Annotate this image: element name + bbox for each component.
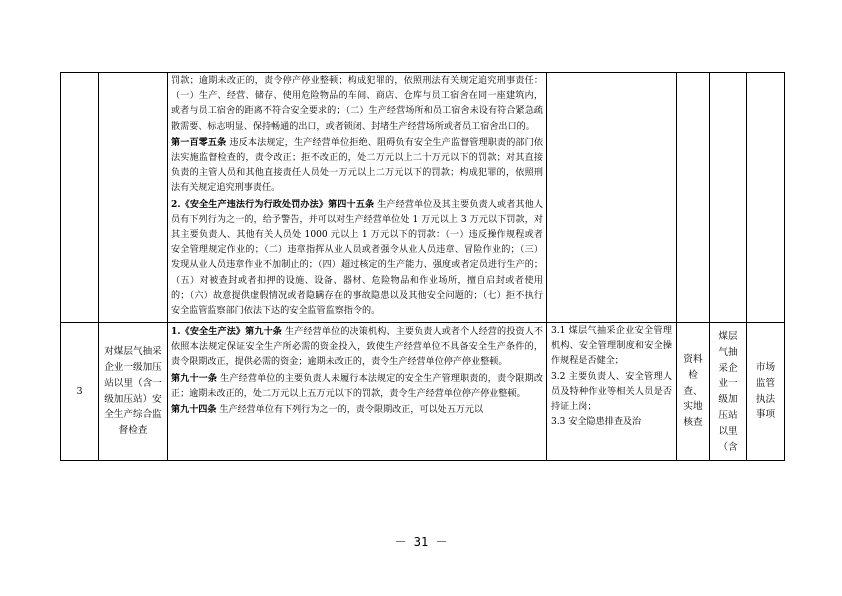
basis-paragraph: 第一百零五条 违反本法规定，生产经营单位拒绝、阻碍负有安全生产监督管理职责的部门依法实施监督检查的，责令改正；拒不改正的，处二万元以上二十万元以下的罚款；对其直接负责的主管人员和其他直接责任人员处一万元以上二万元以下的罚款；构成犯罪的，依照刑法有关规定追究刑事责任。: [171, 136, 543, 194]
page-number: － 31 －: [394, 535, 448, 549]
remark-cell: [747, 73, 785, 323]
table-row: [61, 73, 785, 323]
method-cell: 资料检查、实地核查: [677, 323, 710, 461]
object-cell: 煤层气抽采企业一级加压站以里（含: [710, 323, 747, 461]
basis-paragraph: 第九十一条 生产经营单位的主要负责人未履行本法规定的安全生产管理职责的，责令限期改正；逾期未改正的，处二万元以上五万元以下的罚款，责令生产经营单位停产停业整顿。: [171, 372, 543, 399]
legal-basis-cell: [168, 73, 547, 323]
inspection-table: [60, 72, 785, 461]
legal-basis-cell: [168, 323, 547, 461]
method-cell: [677, 73, 710, 323]
basis-paragraph: 1.《安全生产法》第九十条 生产经营单位的决策机构、主要负责人或者个人经营的投资人不依照本法规定保证安全生产所必需的资金投入，致使生产经营单位不具备安全生产条件的，责令限期改正，提供必需的资金；逾期未改正的，责令生产经营单位停产停业整顿。: [171, 326, 543, 368]
requirements-cell: 3.1 煤层气抽采企业安全管理机构、安全管理制度和安全操作规程是否健全； 3.2 主要负责人、安全管理人员及特种作业等相关人员是否持证上岗； 3.3 安全隐患排查及治: [547, 323, 677, 461]
row-number-cell: 3: [61, 323, 99, 461]
object-cell: [710, 73, 747, 323]
row-number-cell: [61, 73, 99, 323]
basis-paragraph: 2.《安全生产违法行为行政处罚办法》第四十五条 生产经营单位及其主要负责人或者其他人员有下列行为之一的，给予警告，并可以对生产经营单位处 1 万元以上 3 万元以下罚款，对其主要负责人、其他有关人员处 1000 元以上 1 万元以下的罚款：（一）违反操作规程或者安全管理规定作业的；（二）违章指挥从业人员或者强令从业人员违章、冒险作业的；（三）发现从业人员违章作业不加制止的；（四）超过核定的生产能力、强度或者定员进行生产的；（五）对被查封或者扣押的设施、设备、器材、危险物品和作业场所，擅自启封或者使用的；（六）故意提供虚假情况或者隐瞒存在的事故隐患以及其他安全问题的；（七）拒不执行安全监管监察部门依法下达的安全监管监察指令的。: [171, 198, 543, 317]
basis-paragraph: 罚款；逾期未改正的，责令停产停业整顿；构成犯罪的，依照刑法有关规定追究刑事责任：（一）生产、经营、储存、使用危险物品的车间、商店、仓库与员工宿舍在同一座建筑内，或者与员工宿舍的距离不符合安全要求的；（二）生产经营场所和员工宿舍未设有符合紧急疏散需要、标志明显、保持畅通的出口，或者锁闭、封堵生产经营场所或者员工宿舍出口的。: [171, 76, 543, 132]
remark-cell: 市场监管执法事项: [747, 323, 785, 461]
requirements-cell: [547, 73, 677, 323]
basis-paragraph: 第九十四条 生产经营单位有下列行为之一的，责令限期改正，可以处五万元以: [171, 404, 484, 416]
item-cell: 对煤层气抽采企业一级加压站以里（含一级加压站）安全生产综合监督检查: [99, 323, 168, 461]
table-row: [61, 323, 785, 461]
item-cell: [99, 73, 168, 323]
